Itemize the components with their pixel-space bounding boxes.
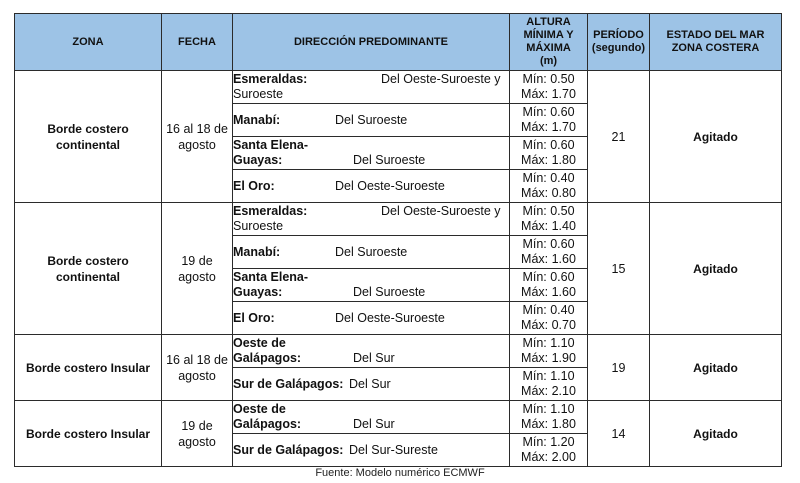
table-row xyxy=(15,203,782,236)
altura-cell: Mín: 1.10 Máx: 1.80 xyxy=(510,401,588,434)
altura-cell: Mín: 1.10 Máx: 1.90 xyxy=(510,335,588,368)
direccion-cell: Manabí: Del Suroeste xyxy=(233,104,510,137)
source-caption: Fuente: Modelo numérico ECMWF xyxy=(315,467,485,479)
sea-state-table xyxy=(14,13,782,467)
fecha-cell: 16 al 18 de agosto xyxy=(162,335,233,401)
periodo-cell: 14 xyxy=(588,401,650,467)
altura-cell: Mín: 0.60 Máx: 1.60 xyxy=(510,236,588,269)
estado-cell: Agitado xyxy=(650,71,782,203)
periodo-cell: 21 xyxy=(588,71,650,203)
altura-cell: Mín: 0.50 Máx: 1.70 xyxy=(510,71,588,104)
header-row xyxy=(15,14,782,71)
table-row xyxy=(15,71,782,104)
header-altura: ALTURA MÍNIMA Y MÁXIMA (m) xyxy=(510,14,588,71)
direccion-cell: Sur de Galápagos: Del Sur xyxy=(233,368,510,401)
direccion-cell: Esmeraldas: Del Oeste-Suroeste y Suroeste xyxy=(233,71,510,104)
altura-cell: Mín: 0.40 Máx: 0.80 xyxy=(510,170,588,203)
altura-cell: Mín: 0.60 Máx: 1.80 xyxy=(510,137,588,170)
zona-cell: Borde costero Insular xyxy=(15,335,162,401)
periodo-cell: 19 xyxy=(588,335,650,401)
estado-cell: Agitado xyxy=(650,401,782,467)
altura-cell: Mín: 1.10 Máx: 2.10 xyxy=(510,368,588,401)
direccion-cell: Sur de Galápagos: Del Sur-Sureste xyxy=(233,434,510,467)
altura-cell: Mín: 0.50 Máx: 1.40 xyxy=(510,203,588,236)
direccion-cell: El Oro: Del Oeste-Suroeste xyxy=(233,170,510,203)
direccion-cell: Oeste de Galápagos: Del Sur xyxy=(233,335,510,368)
estado-cell: Agitado xyxy=(650,203,782,335)
direccion-cell: El Oro: Del Oeste-Suroeste xyxy=(233,302,510,335)
table-row xyxy=(15,335,782,368)
direccion-cell: Manabí: Del Suroeste xyxy=(233,236,510,269)
fecha-cell: 19 de agosto xyxy=(162,203,233,335)
direccion-cell: Esmeraldas: Del Oeste-Suroeste y Suroeste xyxy=(233,203,510,236)
zona-cell: Borde costero continental xyxy=(15,71,162,203)
zona-cell: Borde costero continental xyxy=(15,203,162,335)
periodo-cell: 15 xyxy=(588,203,650,335)
direccion-cell: Oeste de Galápagos: Del Sur xyxy=(233,401,510,434)
header-fecha: FECHA xyxy=(162,14,233,71)
header-estado: ESTADO DEL MAR ZONA COSTERA xyxy=(650,14,782,71)
table-row xyxy=(15,401,782,434)
altura-cell: Mín: 1.20 Máx: 2.00 xyxy=(510,434,588,467)
altura-cell: Mín: 0.40 Máx: 0.70 xyxy=(510,302,588,335)
header-direccion: DIRECCIÓN PREDOMINANTE xyxy=(233,14,510,71)
header-periodo: PERÍODO (segundo) xyxy=(588,14,650,71)
altura-cell: Mín: 0.60 Máx: 1.60 xyxy=(510,269,588,302)
zona-cell: Borde costero Insular xyxy=(15,401,162,467)
direccion-cell: Santa Elena-Guayas: Del Suroeste xyxy=(233,269,510,302)
estado-cell: Agitado xyxy=(650,335,782,401)
direccion-cell: Santa Elena-Guayas: Del Suroeste xyxy=(233,137,510,170)
altura-cell: Mín: 0.60 Máx: 1.70 xyxy=(510,104,588,137)
fecha-cell: 19 de agosto xyxy=(162,401,233,467)
fecha-cell: 16 al 18 de agosto xyxy=(162,71,233,203)
header-zona: ZONA xyxy=(15,14,162,71)
